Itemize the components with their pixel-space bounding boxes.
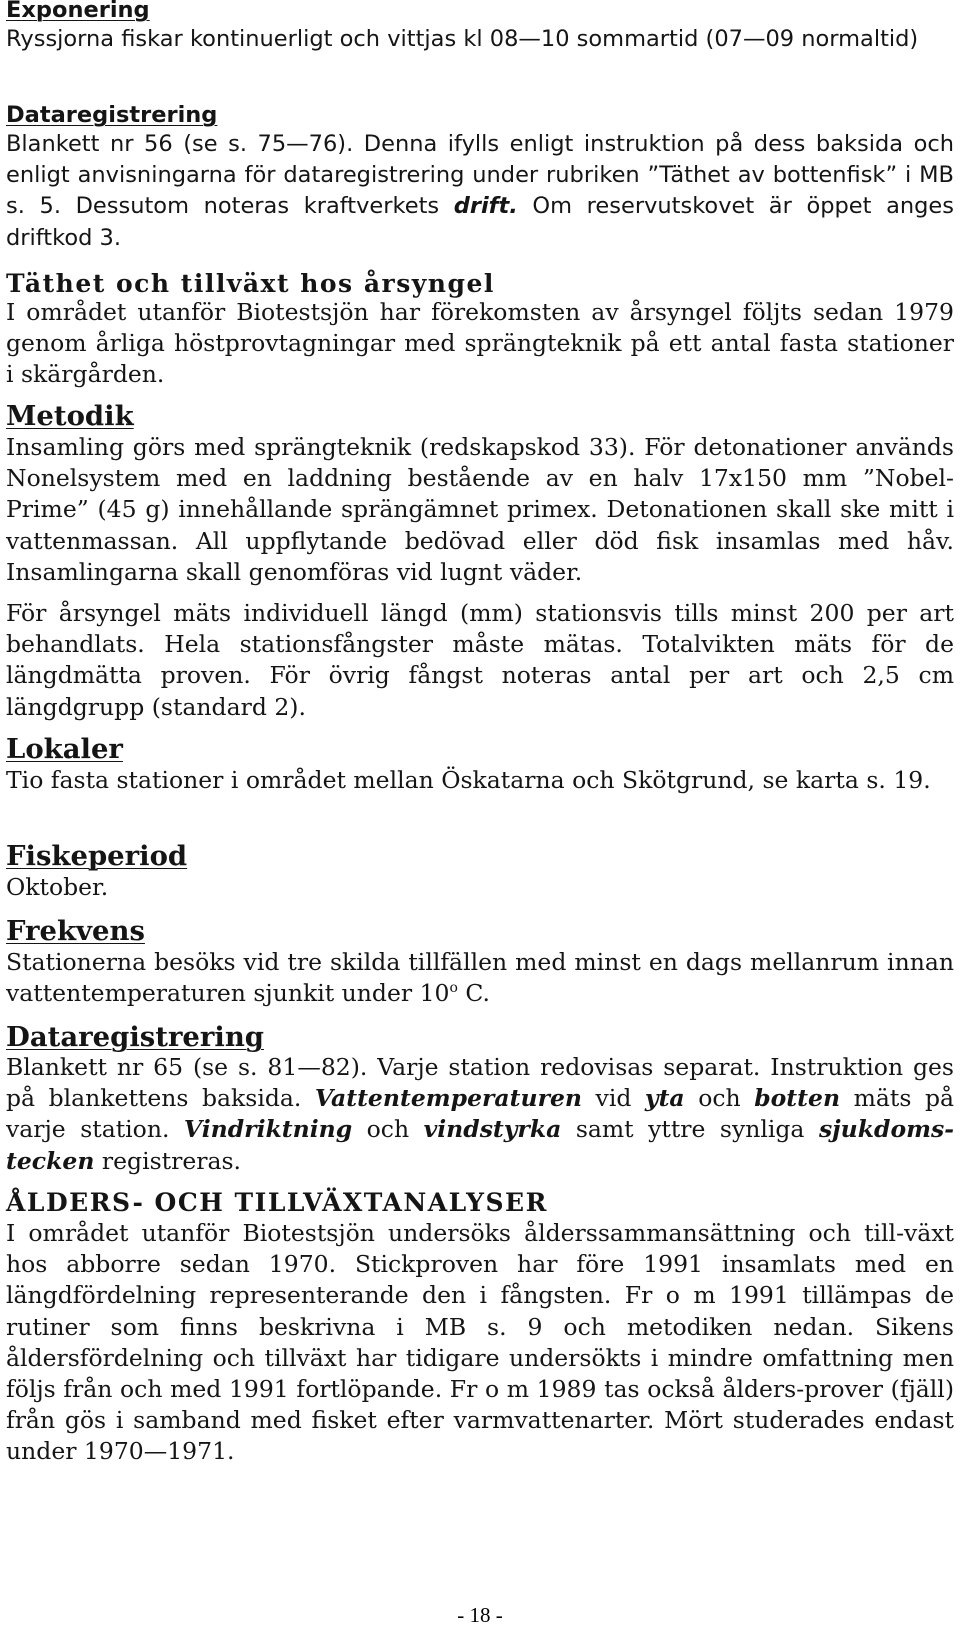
dr2-text-6: samt yttre synliga [561, 1115, 819, 1144]
heading-lokaler: Lokaler [6, 733, 123, 765]
page-number: - 18 - [457, 1603, 503, 1627]
vindstyrka-emphasis: vindstyrka [423, 1115, 562, 1144]
tathet-text: I området utanför Biotestsjön har förekomsten av årsyngel följts sedan 1979 genom årliga höstprovtagningar med sprängteknik på ett antal fasta stationer i skärgården. [6, 298, 954, 389]
degree-superscript: o [449, 980, 458, 997]
heading-metodik: Metodik [6, 400, 134, 432]
frekvens-text-a: Stationerna besöks vid tre skilda tillfällen med minst en dags mellanrum innan vattentemperaturen sjunkit under 10 [6, 948, 954, 1008]
dr2-text-2: vid [582, 1084, 645, 1113]
dr2-text-7: registreras. [94, 1146, 242, 1175]
dataregistrering-1-text [6, 129, 954, 254]
dataregistrering-2-text [6, 1052, 954, 1177]
metodik-text-2: För årsyngel mäts individuell längd (mm) stationsvis tills minst 200 per art behandlats. Hela stationsfångster måste mätas. Totalvikten mäts för de längdmätta proven. För övrig fångst noteras antal per art och 2,5 cm längdgrupp (standard 2). [6, 599, 954, 721]
heading-exponering: Exponering [6, 0, 150, 23]
alders-text: I området utanför Biotestsjön undersöks ålderssammansättning och till-växt hos abborre sedan 1970. Stickproven har före 1991 insamlats med en längdfördelning representerande den i fångsten. Fr o m 1991 tillämpas de rutiner som finns beskrivna i MB s. 9 och metodiken nedan. Sikens åldersfördelning och tillväxt har tidigare undersökts i mindre omfattning men följs från och med 1991 fortlöpande. Fr o m 1989 tas också ålders-prover (fjäll) från gös i samband med fisket efter varmvattenarter. Mört studerades endast under 1970—1971. [6, 1219, 954, 1466]
exponering-text: Ryssjorna fiskar kontinuerligt och vittjas kl 08—10 sommartid (07—09 normaltid) [6, 26, 919, 52]
dr2-text-3: och [684, 1084, 755, 1113]
dr2-text-4: mäts på varje station. [6, 1084, 954, 1144]
frekvens-text-b: C. [457, 979, 491, 1008]
fiskeperiod-text: Oktober. [6, 873, 109, 901]
vattentemperaturen-emphasis: Vattentemperaturen [314, 1084, 582, 1113]
metodik-text-1: Insamling görs med sprängteknik (redskapskod 33). För detonationer används Nonelsystem med en laddning bestående av en halv 17x150 mm ”Nobel-Prime” (45 g) innehållande sprängämnet primex. Detonationen skall ske mitt i vattenmassan. All uppflytande bedövad eller död fisk insamlas med håv. Insamlingarna skall genomföras vid lugnt väder. [6, 433, 954, 586]
yta-emphasis: yta [644, 1084, 685, 1113]
section-title-alders: ÅLDERS- OCH TILLVÄXTANALYSER [6, 1188, 548, 1217]
dataregistrering-1-text-b: Om reservutskovet är öppet anges driftkod 3. [6, 193, 954, 251]
botten-emphasis: botten [754, 1084, 841, 1113]
section-title-tathet: Täthet och tillväxt hos årsyngel [6, 269, 495, 298]
dr2-text-1: Blankett nr 65 (se s. 81—82). Varje station redovisas separat. Instruktion ges på blankettens baksida. [6, 1053, 954, 1113]
drift-emphasis: drift. [453, 193, 518, 220]
sjukdomstecken-emphasis: sjukdoms-tecken [6, 1115, 954, 1175]
frekvens-text [6, 947, 954, 1009]
heading-dataregistrering-1: Dataregistrering [6, 102, 218, 128]
dr2-text-5: och [352, 1115, 424, 1144]
heading-dataregistrering-2: Dataregistrering [6, 1021, 265, 1053]
vindriktning-emphasis: Vindriktning [183, 1115, 353, 1144]
heading-fiskeperiod: Fiskeperiod [6, 840, 188, 872]
heading-frekvens: Frekvens [6, 915, 145, 947]
dataregistrering-1-text-a: Blankett nr 56 (se s. 75—76). Denna ifylls enligt instruktion på dess baksida och enligt anvisningarna för dataregistrering under rubriken ”Täthet av bottenfisk” i MB s. 5. Dessutom noteras kraftverkets [6, 131, 954, 220]
lokaler-text: Tio fasta stationer i området mellan Öskatarna och Skötgrund, se karta s. 19. [6, 766, 931, 794]
